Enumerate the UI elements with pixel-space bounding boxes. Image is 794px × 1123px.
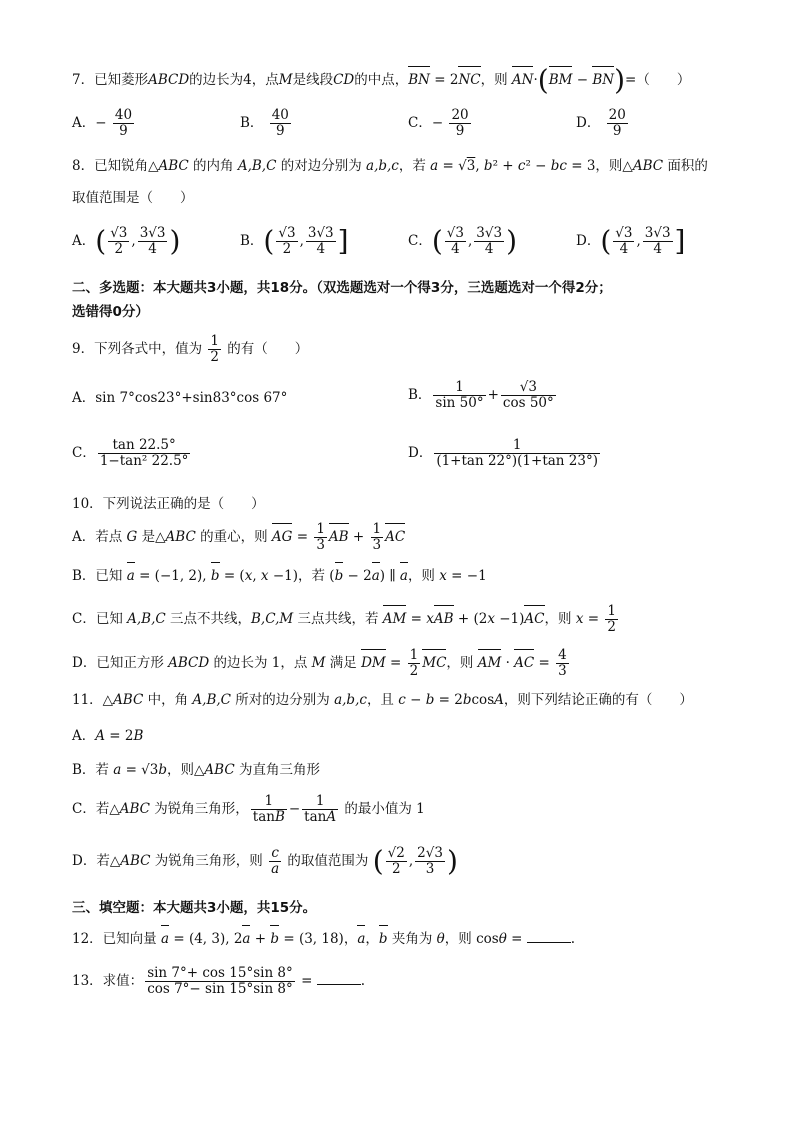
q10-stem: 10．下列说法正确的是（ ） <box>72 496 265 512</box>
section-2-title-2: 选错得0分） <box>72 304 149 320</box>
q10-option-c: C．已知 A,B,C 三点不共线，B,C,M 三点共线，若 AM = xAB + (2x −1)AC，则 x = $\frac{1}{2}$ <box>72 603 616 635</box>
q9-stem: 9．下列各式中，值为 $\frac{1}{2}$ 的有（ ） <box>72 333 309 365</box>
q11-option-d: D．若△ABC 为锐角三角形，则 $\frac{c}{a}$ 的取值范围为 ( $\frac{√2}{2}$ , $\frac{2√3}{3}$ ) <box>72 844 458 878</box>
q12-answer-blank[interactable] <box>527 928 571 943</box>
q7-option-a: A．− $\frac{40}{9}$ <box>72 107 133 139</box>
q7-option-d: D． $\frac{20}{9}$ <box>576 107 626 139</box>
q8-option-d: D．( $\frac{√3}{4}$ , $\frac{3√3}{4}$ ] <box>576 224 686 258</box>
q9-option-b: B． $\frac{1}{\sin 50^\circ}$ + $\frac{√3}{\cos 50^\circ}$ <box>408 379 554 411</box>
q7-option-b: B． $\frac{40}{9}$ <box>240 107 289 139</box>
q9-option-a: A．sin 7°cos23°+sin83°cos 67° <box>72 390 288 406</box>
q11-option-a: A．A = 2B <box>72 728 144 744</box>
q11-option-c: C．若△ABC 为锐角三角形， $\frac{1}{\tan B}$ − $\frac{1}{\tan A}$ 的最小值为 1 <box>72 793 425 825</box>
q11-option-b: B．若 a = √3b，则△ABC 为直角三角形 <box>72 762 320 778</box>
q8-stem-2: 取值范围是（ ） <box>72 190 194 206</box>
q8-option-b: B．( $\frac{√3}{2}$ , $\frac{3√3}{4}$ ] <box>240 224 349 258</box>
q10-option-d: D．已知正方形 ABCD 的边长为 1，点 M 满足 DM = $\frac{1}{2}$ MC，则 AM · AC = $\frac{4}{3}$ <box>72 647 567 679</box>
q10-option-a: A．若点 G 是△ABC 的重心，则 AG = $\frac{1}{3}$ AB + $\frac{1}{3}$ AC <box>72 521 406 553</box>
section-2-title: 二、多选题：本大题共3小题，共18分。（双选题选对一个得3分，三选题选对一个得2分； <box>72 280 612 296</box>
q13-stem: 13．求值： $\frac{\sin 7^\circ+ \cos 15^\circ\sin 8^\circ}{\cos 7^\circ- \sin 15^\circ\sin 8^\circ}$ = . <box>72 965 365 997</box>
q8-stem: 8．已知锐角△ABC 的内角 A,B,C 的对边分别为 a,b,c，若 a = √3, b² + c² − bc = 3，则△ABC 面积的 <box>72 158 708 174</box>
q7-option-c: C．− $\frac{20}{9}$ <box>408 107 469 139</box>
q8-option-a: A．( $\frac{√3}{2}$ , $\frac{3√3}{4}$ ) <box>72 224 181 258</box>
q10-option-b: B．已知 a = (−1, 2), b = (x, x −1)，若 (b − 2a) ∥ a，则 x = −1 <box>72 568 487 584</box>
q7-stem: 7．已知菱形ABCD的边长为4，点M是线段CD的中点，BN = 2NC，则 AN·(BM − BN)=（ ） <box>72 63 691 97</box>
q9-option-d: D． $\frac{1}{(1+\tan 22^\circ)(1+\tan 23^\circ)}$ <box>408 437 598 469</box>
q9-option-c: C． $\frac{\tan 22.5^\circ}{\text{1−tan² 22.5°}}$ <box>72 437 189 469</box>
q12-stem: 12．已知向量 a = (4, 3), 2a + b = (3, 18)，a，b 夹角为 θ，则 cosθ = . <box>72 928 754 949</box>
section-3-title: 三、填空题：本大题共3小题，共15分。 <box>72 900 317 916</box>
q13-answer-blank[interactable] <box>317 970 361 985</box>
q8-option-c: C．( $\frac{√3}{4}$ , $\frac{3√3}{4}$ ) <box>408 224 517 258</box>
q11-stem: 11．△ABC 中，角 A,B,C 所对的边分别为 a,b,c，且 c − b = 2bcosA，则下列结论正确的有（ ） <box>72 692 693 708</box>
